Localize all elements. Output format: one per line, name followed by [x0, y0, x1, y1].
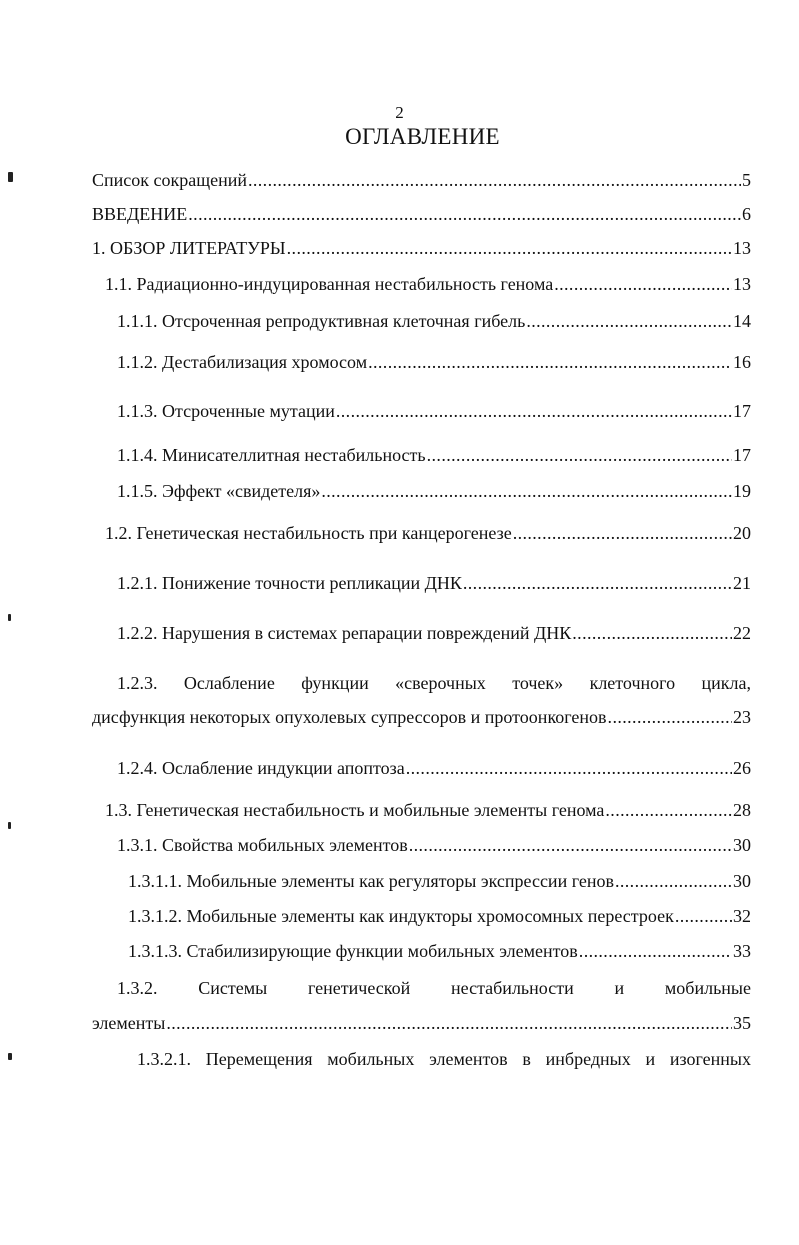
toc-entry-page: 16 — [733, 352, 751, 372]
toc-word: в — [522, 1049, 531, 1069]
toc-entry-page: 30 — [733, 835, 751, 855]
toc-word: мобильные — [664, 978, 751, 998]
leader-dots — [579, 940, 732, 962]
toc-word: инбредных — [545, 1049, 631, 1069]
toc-entry-title: дисфункция некоторых опухолевых супрессоров и протоонкогенов — [92, 707, 607, 727]
scan-mark — [8, 1053, 12, 1060]
toc-entry-page: 28 — [733, 800, 751, 820]
toc-entry-title: 1.1. Радиационно-индуцированная нестабильность генома — [105, 274, 554, 294]
toc-entry-title: 1.1.4. Минисателлитная нестабильность — [117, 445, 426, 465]
toc-entry-page: 21 — [733, 573, 751, 593]
leader-dots — [368, 351, 732, 373]
leader-dots — [248, 169, 741, 191]
toc-entry[interactable] — [92, 706, 751, 728]
toc-entry[interactable] — [105, 273, 751, 295]
leader-dots — [427, 444, 732, 466]
toc-entry-title: Список сокращений — [92, 170, 247, 190]
leader-dots — [615, 870, 732, 892]
leader-dots — [675, 905, 732, 927]
toc-word: Перемещения — [205, 1049, 313, 1069]
toc-entry-title: 1.2.4. Ослабление индукции апоптоза — [117, 758, 405, 778]
toc-entry[interactable] — [117, 444, 751, 466]
leader-dots — [554, 273, 732, 295]
toc-entry-title: 1.2.2. Нарушения в системах репарации повреждений ДНК — [117, 623, 572, 643]
toc-entry-title: 1.3.1.3. Стабилизирующие функции мобильных элементов — [128, 941, 578, 961]
leader-dots — [336, 400, 732, 422]
toc-entry-page: 14 — [733, 311, 751, 331]
toc-entry-page: 32 — [733, 906, 751, 926]
toc-entry-title: ВВЕДЕНИЕ — [92, 204, 188, 224]
toc-word: Ослабление — [183, 673, 275, 693]
leader-dots — [321, 480, 732, 502]
toc-word: «сверочных — [395, 673, 486, 693]
toc-entry-title: 1.3.1.2. Мобильные элементы как индукторы хромосомных перестроек — [128, 906, 674, 926]
scan-mark — [8, 172, 13, 182]
toc-word: элементов — [429, 1049, 508, 1069]
toc-entry[interactable] — [92, 203, 751, 225]
toc-entry-page: 30 — [733, 871, 751, 891]
toc-entry[interactable] — [117, 572, 751, 594]
leader-dots — [409, 834, 732, 856]
toc-entry-title: 1.1.5. Эффект «свидетеля» — [117, 481, 321, 501]
toc-entry[interactable] — [117, 757, 751, 779]
toc-entry-first-line[interactable] — [117, 672, 751, 694]
leader-dots — [572, 622, 732, 644]
toc-word: генетической — [308, 978, 411, 998]
leader-dots — [526, 310, 732, 332]
toc-word: цикла, — [701, 673, 751, 693]
toc-entry[interactable] — [105, 522, 751, 544]
toc-entry-title: 1.3. Генетическая нестабильность и мобильные элементы генома — [105, 800, 605, 820]
toc-entry-page: 5 — [742, 170, 751, 190]
toc-entry-title: 1.2.1. Понижение точности репликации ДНК — [117, 573, 462, 593]
toc-word: и — [614, 978, 625, 998]
toc-entry-title: 1.1.1. Отсроченная репродуктивная клеточная гибель — [117, 311, 526, 331]
toc-entry[interactable] — [92, 237, 751, 259]
toc-entry[interactable] — [105, 799, 751, 821]
leader-dots — [605, 799, 732, 821]
toc-entry-page: 19 — [733, 481, 751, 501]
toc-entry[interactable] — [117, 400, 751, 422]
toc-word: 1.3.2. — [117, 978, 158, 998]
toc-entry[interactable] — [128, 870, 751, 892]
toc-entry[interactable] — [92, 169, 751, 191]
toc-entry[interactable] — [117, 351, 751, 373]
toc-word: изогенных — [669, 1049, 751, 1069]
leader-dots — [513, 522, 732, 544]
toc-entry-page: 13 — [733, 274, 751, 294]
toc-word: мобильных — [327, 1049, 415, 1069]
toc-entry-title: 1.1.3. Отсроченные мутации — [117, 401, 335, 421]
leader-dots — [188, 203, 741, 225]
toc-entry-title: 1.3.1.1. Мобильные элементы как регуляторы экспрессии генов — [128, 871, 614, 891]
scan-mark — [8, 614, 11, 621]
toc-entry-page: 35 — [733, 1013, 751, 1033]
toc-word: и — [645, 1049, 656, 1069]
toc-entry-title: 1.3.1. Свойства мобильных элементов — [117, 835, 408, 855]
page-number: 2 — [395, 103, 404, 122]
toc-entry-page: 17 — [733, 401, 751, 421]
toc-entry-page: 22 — [733, 623, 751, 643]
page-title: ОГЛАВЛЕНИЕ — [345, 124, 500, 149]
toc-entry-title: 1.2. Генетическая нестабильность при канцерогенезе — [105, 523, 512, 543]
toc-word: 1.3.2.1. — [137, 1049, 191, 1069]
toc-word: 1.2.3. — [117, 673, 158, 693]
toc-word: функции — [301, 673, 369, 693]
toc-word: Системы — [198, 978, 268, 998]
toc-entry-page: 6 — [742, 204, 751, 224]
toc-entry[interactable] — [117, 480, 751, 502]
toc-entry-first-line[interactable] — [137, 1048, 751, 1070]
leader-dots — [406, 757, 732, 779]
scan-mark — [8, 822, 11, 829]
toc-word: нестабильности — [451, 978, 574, 998]
toc-entry[interactable] — [117, 310, 751, 332]
toc-entry[interactable] — [117, 834, 751, 856]
toc-entry-title: элементы — [92, 1013, 166, 1033]
toc-entry-first-line[interactable] — [117, 977, 751, 999]
toc-entry-page: 13 — [733, 238, 751, 258]
toc-entry-page: 17 — [733, 445, 751, 465]
toc-word: клеточного — [589, 673, 676, 693]
toc-entry[interactable] — [117, 622, 751, 644]
leader-dots — [608, 706, 732, 728]
toc-word: точек» — [512, 673, 564, 693]
toc-entry-title: 1. ОБЗОР ЛИТЕРАТУРЫ — [92, 238, 286, 258]
toc-entry[interactable] — [128, 940, 751, 962]
toc-entry-page: 20 — [733, 523, 751, 543]
toc-entry-page: 33 — [733, 941, 751, 961]
toc-entry[interactable] — [92, 1012, 751, 1034]
toc-entry-title: 1.1.2. Дестабилизация хромосом — [117, 352, 368, 372]
toc-entry-page: 23 — [733, 707, 751, 727]
toc-entry[interactable] — [128, 905, 751, 927]
leader-dots — [287, 237, 732, 259]
toc-entry-page: 26 — [733, 758, 751, 778]
leader-dots — [166, 1012, 732, 1034]
leader-dots — [463, 572, 732, 594]
